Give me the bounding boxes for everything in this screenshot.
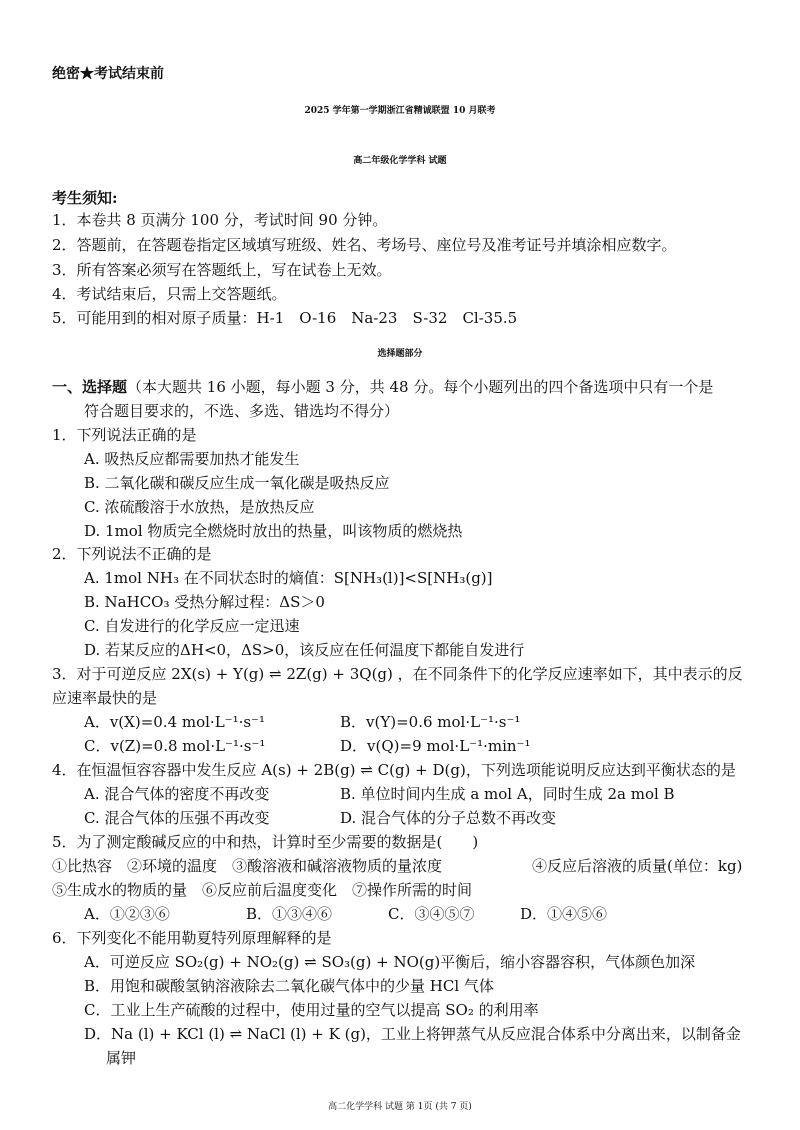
question-2-option-d: D. 若某反应的ΔH<0，ΔS>0，该反应在任何温度下都能自发进行 <box>84 641 525 659</box>
question-2-stem: 2．下列说法不正确的是 <box>52 545 212 563</box>
question-2-option-c: C. 自发进行的化学反应一定迅速 <box>84 617 300 635</box>
question-3-option-c: C．v(Z)=0.8 mol·L⁻¹·s⁻¹ <box>84 737 266 755</box>
question-5-data-list-1: ①比热容 ②环境的温度 ③酸溶液和碱溶液物质的量浓度 <box>52 857 443 875</box>
section-intro-label: 一、选择题 <box>52 378 128 396</box>
section-intro <box>52 377 713 397</box>
notice-item: 3．所有答案必须写在答题纸上，写在试卷上无效。 <box>52 261 392 279</box>
question-4-option-d: D. 混合气体的分子总数不再改变 <box>340 809 557 827</box>
exam-title: 2025 学年第一学期浙江省精诚联盟 10 月联考 <box>304 106 496 116</box>
question-5-data-list-2: ⑤生成水的物质的量 ⑥反应前后温度变化 ⑦操作所需的时间 <box>52 881 473 899</box>
question-1-option-a: A. 吸热反应都需要加热才能发生 <box>84 450 300 468</box>
question-5-option-a: A．①②③⑥ <box>84 905 170 923</box>
question-6-stem: 6．下列变化不能用勒夏特列原理解释的是 <box>52 929 332 947</box>
question-4-option-b: B. 单位时间内生成 a mol A，同时生成 2a mol B <box>340 785 675 803</box>
question-5-data-list-1b: ④反应后溶液的质量(单位：kg) <box>532 857 743 875</box>
notice-item: 1．本卷共 8 页满分 100 分，考试时间 90 分钟。 <box>52 211 388 229</box>
section-intro-text: （本大题共 16 小题，每小题 3 分，共 48 分。每个小题列出的四个备选项中只有一个是 <box>127 378 714 396</box>
question-1-option-c: C. 浓硫酸溶于水放热，是放热反应 <box>84 498 315 516</box>
question-4-option-c: C. 混合气体的压强不再改变 <box>84 809 270 827</box>
question-2-option-a: A. 1mol NH₃ 在不同状态时的熵值：S[NH₃(l)]<S[NH₃(g)] <box>84 569 493 587</box>
question-5-option-c: C．③④⑤⑦ <box>388 905 475 923</box>
question-3-option-b: B．v(Y)=0.6 mol·L⁻¹·s⁻¹ <box>340 713 521 731</box>
question-4-option-a: A. 混合气体的密度不再改变 <box>84 785 270 803</box>
question-6-option-c: C．工业上生产硫酸的过程中，使用过量的空气以提高 SO₂ 的利用率 <box>84 1001 539 1019</box>
question-1-stem: 1．下列说法正确的是 <box>52 426 197 444</box>
question-5-option-b: B．①③④⑥ <box>246 905 333 923</box>
question-6-option-a: A．可逆反应 SO₂(g) + NO₂(g) ⇌ SO₃(g) + NO(g)平衡后，缩小容器容积，气体颜色加深 <box>84 953 696 971</box>
notice-heading: 考生须知: <box>52 189 118 207</box>
question-6-option-d-cont: 属钾 <box>106 1049 137 1067</box>
notice-item: 2．答题前，在答题卷指定区域填写班级、姓名、考场号、座位号及准考证号并填涂相应数字。 <box>52 236 677 254</box>
question-6-option-b: B．用饱和碳酸氢钠溶液除去二氧化碳气体中的少量 HCl 气体 <box>84 977 494 995</box>
question-5-stem: 5．为了测定酸碱反应的中和热，计算时至少需要的数据是( ) <box>52 833 479 851</box>
question-3-stem: 3．对于可逆反应 2X(s) + Y(g) ⇌ 2Z(g) + 3Q(g) ，在不同条件下的化学反应速率如下，其中表示的反 <box>52 665 743 683</box>
question-4-stem: 4．在恒温恒容容器中发生反应 A(s) + 2B(g) ⇌ C(g) + D(g)，下列选项能说明反应达到平衡状态的是 <box>52 761 736 779</box>
notice-item: 5．可能用到的相对原子质量：H-1 O-16 Na-23 S-32 Cl-35.5 <box>52 309 518 327</box>
notice-item: 4．考试结束后，只需上交答题纸。 <box>52 285 287 303</box>
question-3-stem-2: 应速率最快的是 <box>52 689 158 707</box>
secret-mark: 绝密★考试结束前 <box>52 66 164 82</box>
question-1-option-d: D. 1mol 物质完全燃烧时放出的热量，叫该物质的燃烧热 <box>84 522 463 540</box>
section-intro-text-2: 符合题目要求的，不选、多选、错选均不得分） <box>84 402 400 420</box>
question-3-option-d: D．v(Q)=9 mol·L⁻¹·min⁻¹ <box>340 737 531 755</box>
question-6-option-d: D．Na (l) + KCl (l) ⇌ NaCl (l) + K (g)，工业上将钾蒸气从反应混合体系中分离出来，以制备金 <box>84 1025 741 1043</box>
question-1-option-b: B. 二氧化碳和碳反应生成一氧化碳是吸热反应 <box>84 474 390 492</box>
section-title: 选择题部分 <box>377 349 423 359</box>
question-2-option-b: B. NaHCO₃ 受热分解过程：ΔS＞0 <box>84 593 325 611</box>
exam-subtitle: 高二年级化学学科 试题 <box>353 156 447 166</box>
page-footer: 高二化学学科 试题 第 1页 (共 7 页) <box>328 1102 472 1112</box>
question-5-option-d: D．①④⑤⑥ <box>520 905 608 923</box>
question-3-option-a: A．v(X)=0.4 mol·L⁻¹·s⁻¹ <box>84 713 265 731</box>
